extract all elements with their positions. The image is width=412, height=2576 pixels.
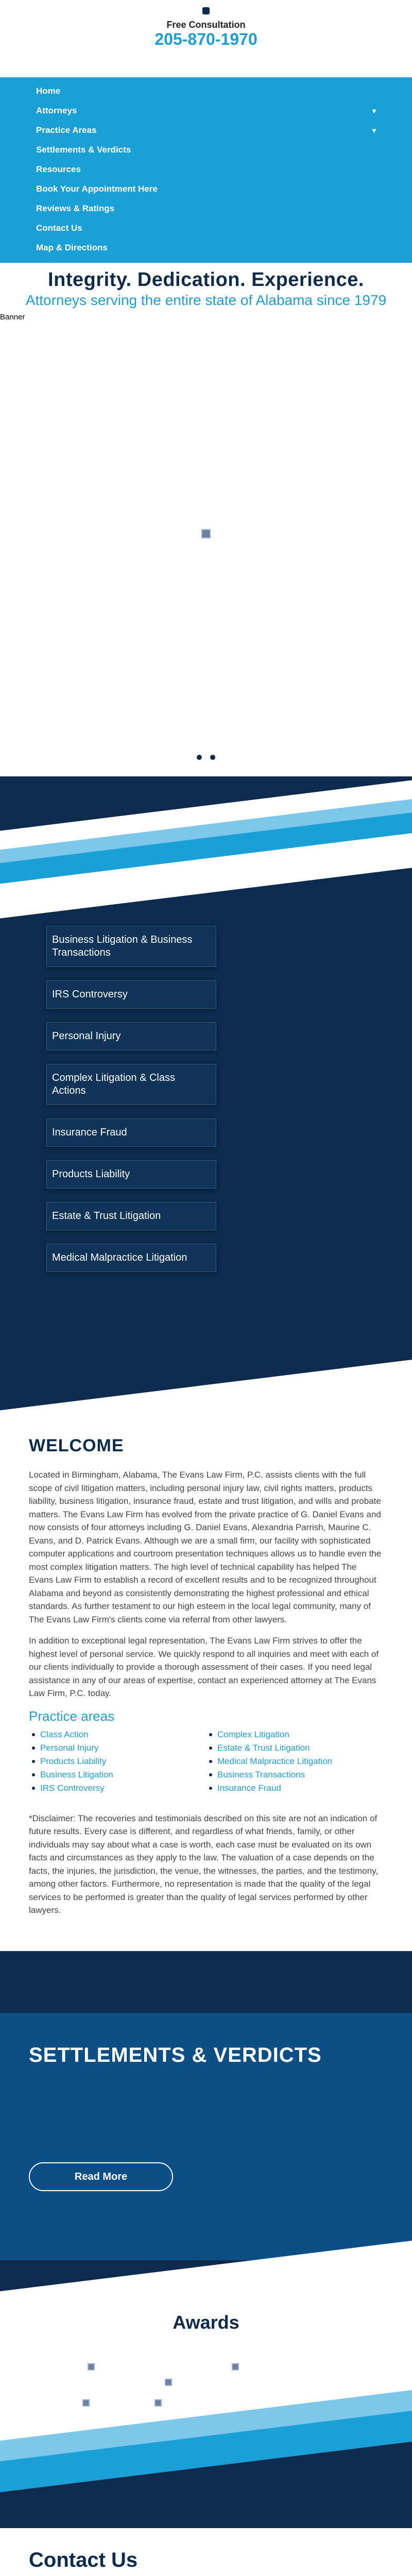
awards-title: Awards [173,2311,239,2333]
nav-label: Resources [36,164,81,174]
header-phone-link[interactable]: 205-870-1970 [154,30,258,48]
free-consultation-label: Free Consultation [166,20,246,30]
nav-item-resources[interactable] [0,160,412,179]
practice-link-business[interactable]: Business Litigation & Business Transactions [46,926,216,967]
practice-link-estate-trust[interactable]: Estate & Trust Litigation [46,1202,216,1230]
settlements-title: SETTLEMENTS & VERDICTS [29,2043,322,2066]
practice-areas-list [29,1730,383,1797]
practice-area-link[interactable]: Insurance Fraud [206,1783,383,1793]
practice-area-link[interactable]: Complex Litigation [206,1730,383,1740]
contact-section [0,2528,412,2576]
practice-area-link[interactable]: IRS Controversy [29,1783,206,1793]
nav-label: Practice Areas [36,125,97,135]
hero-banner [0,313,412,776]
practice-area-link[interactable]: Personal Injury [29,1743,206,1753]
nav-label: Book Your Appointment Here [36,184,158,194]
award-badge-image [88,2363,95,2370]
nav-label: Reviews & Ratings [36,204,115,213]
phone-block[interactable] [154,14,257,48]
practice-area-link[interactable]: Business Transactions [206,1770,383,1780]
tagline-subheadline: Attorneys serving the entire state of Alabama since 1979 [25,292,387,308]
practice-link-insurance-fraud[interactable]: Insurance Fraud [46,1118,216,1147]
tagline-headline: Integrity. Dedication. Experience. [48,269,364,291]
nav-label: Home [36,86,61,96]
slider-dot[interactable] [197,755,202,760]
practice-areas-column-left [29,1730,206,1797]
nav-label: Contact Us [36,223,82,233]
welcome-paragraph: In addition to exceptional legal representation, The Evans Law Firm strives to offer the highest level of personal service. We quickly respond to all inquiries and meet with each of our clients individually to provide a thorough assessment of their cases. If you need legal assistance in any of our areas of expertise, contact an experienced attorney at The Evans Law Firm, P.C. today. [29,1636,379,1698]
slider-dots [0,753,412,762]
welcome-section [0,1420,412,1936]
settlements-section [0,1951,412,2307]
nav-item-settlements[interactable] [0,140,412,160]
award-badge-image [165,2379,172,2386]
phone-icon [202,7,210,14]
disclaimer-text: *Disclaimer: The recoveries and testimonials described on this site are not an indication of future results. Every case is different, and regardless of what friends, family, or other individuals may say about what a case is worth, each case must be evaluated on its own facts and circumstances as they apply to the law. The valuation of a case depends on the facts, the injuries, the jurisdiction, the venue, the witnesses, the parties, and the testimony, among other factors. Furthermore, no representation is made that the quality of the legal services to be performed is greater than the quality of legal services performed by other lawyers. [29,1813,379,1915]
practice-areas-heading: Practice areas [29,1708,115,1724]
practice-area-link[interactable]: Products Liability [29,1756,206,1767]
nav-item-map[interactable] [0,238,412,258]
awards-section [0,2307,412,2528]
practice-link-complex-litigation[interactable]: Complex Litigation & Class Actions [46,1064,216,1105]
nav-item-home[interactable] [0,81,412,101]
award-badge-image [154,2399,162,2406]
practice-area-link[interactable]: Medical Malpractice Litigation [206,1756,383,1767]
banner-alt-text: Banner [0,313,25,321]
practice-link-irs[interactable]: IRS Controversy [46,980,216,1009]
decorative-stripe [0,1356,412,1420]
nav-item-reviews[interactable] [0,199,412,218]
contact-title: Contact Us [29,2548,138,2571]
nav-label: Settlements & Verdicts [36,145,131,155]
practice-link-medical-malpractice[interactable]: Medical Malpractice Litigation [46,1244,216,1272]
nav-item-contact[interactable] [0,218,412,238]
nav-item-attorneys[interactable] [0,101,412,121]
practice-area-link[interactable]: Estate & Trust Litigation [206,1743,383,1753]
read-more-button[interactable]: Read More [29,2162,173,2191]
award-badge-image [232,2363,239,2370]
tagline [0,263,412,313]
nav-label: Attorneys [36,106,77,115]
welcome-paragraph: Located in Birmingham, Alabama, The Evans Law Firm, P.C. assists clients with the full scope of civil litigation matters, including personal injury law, civil rights matters, products liability, business litigation, insurance fraud, estate and trust litigation, and wills and probate matters. The Evans Law Firm has evolved from the private practice of G. Daniel Evans and now consists of four attorneys including G. Daniel Evans, Alexandria Parrish, Maurine C. Evans, and D. Patrick Evans. Although we are a small firm, our facility with sophisticated computer applications and courtroom presentation techniques allows us to handle even the most complex litigation matters. The high level of technical capability has helped The Evans Law Firm to establish a record of excellent results and to be recognized throughout Alabama and beyond as consistently demonstrating the highest professional and ethical standards. As further testament to our high esteem in the local legal community, many of The Evans Law Firm's clients come via referral from other lawyers. [29,1470,382,1624]
nav-item-practice-areas[interactable] [0,121,412,140]
top-header [0,0,412,77]
practice-link-products-liability[interactable]: Products Liability [46,1160,216,1189]
practice-areas-section [0,776,412,1420]
main-nav [0,77,412,263]
nav-item-book-appointment[interactable] [0,179,412,199]
welcome-title: WELCOME [29,1436,124,1455]
chevron-down-icon[interactable]: ▾ [372,106,376,115]
broken-image-icon [201,529,211,538]
practice-link-personal-injury[interactable]: Personal Injury [46,1022,216,1050]
practice-links-list [46,926,216,1285]
nav-label: Map & Directions [36,243,108,252]
chevron-down-icon[interactable]: ▾ [372,126,376,134]
slider-dot[interactable] [210,755,215,760]
practice-area-link[interactable]: Business Litigation [29,1770,206,1780]
practice-area-link[interactable]: Class Action [29,1730,206,1740]
practice-areas-column-right [206,1730,383,1797]
award-badge-image [82,2399,90,2406]
